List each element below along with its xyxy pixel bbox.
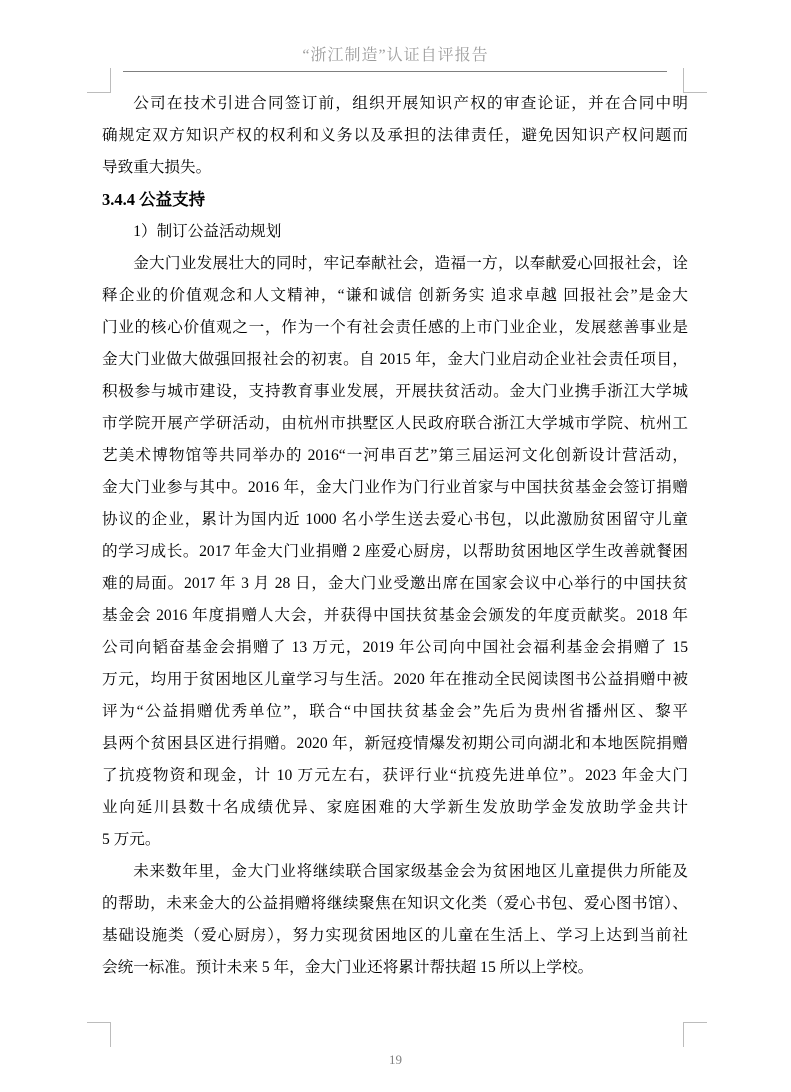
page-number: 19 [389,1052,402,1067]
header-rule [123,71,667,72]
text-line: 未来数年里，金大门业将继续联合国家级基金会为贫困地区儿童提供力所能及 [133,863,688,880]
text-line: 积极参与城市建设，支持教育事业发展，开展扶贫活动。金大门业携手浙江大学城 [102,383,688,400]
text-line: 导致重大损失。 [102,159,212,176]
document-body [102,88,688,984]
text-line: 艺美术博物馆等共同举办的 2016“一河串百艺”第三届运河文化创新设计营活动， [102,447,688,464]
crop-mark-bottom-right [683,1022,707,1047]
text-line: 金大门业发展壮大的同时，牢记奉献社会，造福一方，以奉献爱心回报社会，诠 [133,255,688,272]
text-line: 金大门业做大做强回报社会的初衷。自 2015 年，金大门业启动企业社会责任项目， [102,351,688,368]
crop-mark-bottom-left [87,1022,111,1047]
section-heading-3-4-4: 3.4.4 公益支持 [102,190,206,209]
text-line: 门业的核心价值观之一，作为一个有社会责任感的上市门业企业，发展慈善事业是 [102,319,688,336]
text-line: 基金会 2016 年度捐赠人大会，并获得中国扶贫基金会颁发的年度贡献奖。2018 年 [102,607,688,624]
text-line: 基础设施类（爱心厨房），努力实现贫困地区的儿童在生活上、学习上达到当前社 [102,927,688,944]
text-line: 1）制订公益活动规划 [133,223,282,240]
text-line: 会统一标准。预计未来 5 年，金大门业还将累计帮扶超 15 所以上学校。 [102,959,594,976]
text-line: 协议的企业，累计为国内近 1000 名小学生送去爱心书包，以此激励贫困留守儿童 [102,511,688,528]
text-line: 公司向韬奋基金会捐赠了 13 万元，2019 年公司向中国社会福利基金会捐赠了 15 [102,639,688,656]
text-line: 万元，均用于贫困地区儿童学习与生活。2020 年在推动全民阅读图书公益捐赠中被 [102,671,688,688]
text-line: 的帮助，未来金大的公益捐赠将继续聚焦在知识文化类（爱心书包、爱心图书馆）、 [102,895,688,912]
text-line: 金大门业参与其中。2016 年，金大门业作为门行业首家与中国扶贫基金会签订捐赠 [102,479,688,496]
text-line: 释企业的价值观念和人文精神，“谦和诚信 创新务实 追求卓越 回报社会”是金大 [102,287,688,304]
text-line: 县两个贫困县区进行捐赠。2020 年，新冠疫情爆发初期公司向湖北和本地医院捐赠 [102,735,688,752]
text-line: 公司在技术引进合同签订前，组织开展知识产权的审查论证，并在合同中明 [133,95,688,112]
list-item-public-welfare-plan [102,216,688,248]
text-line: 了抗疫物资和现金，计 10 万元左右，获评行业“抗疫先进单位”。2023 年金大门 [102,767,688,784]
text-line: 的学习成长。2017 年金大门业捐赠 2 座爱心厨房，以帮助贫困地区学生改善就餐困 [102,543,688,560]
text-line: 评为“公益捐赠优秀单位”，联合“中国扶贫基金会”先后为贵州省播州区、黎平 [102,703,688,720]
paragraph-charity-history [102,248,688,856]
text-line: 业向延川县数十名成绩优异、家庭困难的大学新生发放助学金发放助学金共计 [102,799,688,816]
text-line: 确规定双方知识产权的权利和义务以及承担的法律责任，避免因知识产权问题而 [102,127,688,144]
paragraph-future-plans [102,856,688,984]
text-line: 5 万元。 [102,831,161,848]
page-header-title: “浙江制造”认证自评报告 [302,47,489,64]
text-line: 难的局面。2017 年 3 月 28 日，金大门业受邀出席在国家会议中心举行的中国扶贫 [102,575,688,592]
text-line: 市学院开展产学研活动，由杭州市拱墅区人民政府联合浙江大学城市学院、杭州工 [102,415,688,432]
paragraph-intellectual-property [102,88,688,184]
